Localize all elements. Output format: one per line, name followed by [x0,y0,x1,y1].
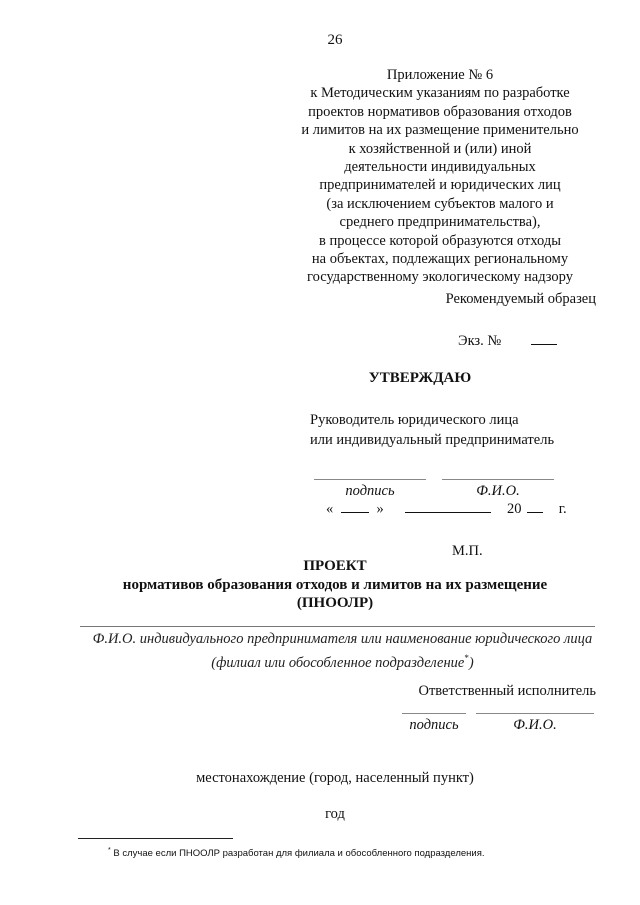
year-blank [527,498,543,513]
responsible-name-caption: Ф.И.О. [513,717,557,733]
responsible-signature-line [402,713,466,714]
head-title-line: или индивидуальный предприниматель [310,432,555,448]
date-open-quote: « [326,501,334,517]
project-title-line: нормативов образования отходов и лимитов на их размещение [122,576,548,593]
responsible-signature-caption: подпись [409,717,459,733]
approve-heading: УТВЕРЖДАЮ [368,370,472,386]
appendix-line: к Методическим указаниям по разработке [310,85,570,102]
head-title-line: Руководитель юридического лица [310,412,519,428]
organization-caption-close: ) [468,654,474,671]
appendix-line: на объектах, подлежащих региональному [311,251,569,268]
project-title [0,557,640,613]
appendix-line: среднего предпринимательства), [339,214,541,231]
copy-number-label: Экз. № [458,333,502,349]
year-prefix: 20 [507,501,522,517]
year-label: год [325,806,345,822]
appendix-line: (за исключением субъектов малого и [326,195,554,212]
appendix-heading [280,66,600,287]
responsible-name-line [476,713,594,714]
month-blank [405,498,491,513]
year-suffix: г. [558,501,567,517]
organization-caption [70,630,615,672]
appendix-line: к хозяйственной и (или) иной [348,140,532,157]
appendix-line: предпринимателей и юридических лиц [319,177,561,194]
organization-caption-text: Ф.И.О. индивидуального предпринимателя или наименование юридического лица (филиал или обособленное подразделение [92,631,593,671]
page-number: 26 [327,32,343,48]
date-close-quote: » [376,501,384,517]
stamp-label: М.П. [452,543,483,559]
appendix-line: государственному экологическому надзору [307,269,573,286]
sample-label: Рекомендуемый образец [445,291,596,307]
head-title [310,410,554,450]
copy-number [458,330,557,350]
day-blank [341,498,369,513]
footnote-mark: * [464,652,469,663]
project-title-line: ПРОЕКТ [303,558,367,574]
footnote [108,847,484,860]
appendix-line: и лимитов на их размещение применительно [301,122,579,139]
appendix-line: деятельности индивидуальных [344,159,536,176]
date-row [326,498,567,518]
responsible-label: Ответственный исполнитель [418,683,596,699]
footnote-mark: * [108,847,111,854]
signature-caption: подпись [345,483,395,499]
appendix-line: Приложение № 6 [386,67,494,83]
signature-line [314,479,426,480]
footnote-rule [78,838,233,839]
appendix-line: проектов нормативов образования отходов [308,103,572,120]
copy-number-blank [531,330,557,345]
organization-line [80,626,595,627]
appendix-line: в процессе которой образуются отходы [319,232,561,249]
project-title-line: (ПНООЛР) [296,595,374,611]
name-line [442,479,554,480]
location-label: местонахождение (город, населенный пункт) [196,770,474,786]
name-caption: Ф.И.О. [476,483,520,499]
footnote-text: В случае если ПНООЛР разработан для филиала и обособленного подразделения. [110,848,485,860]
